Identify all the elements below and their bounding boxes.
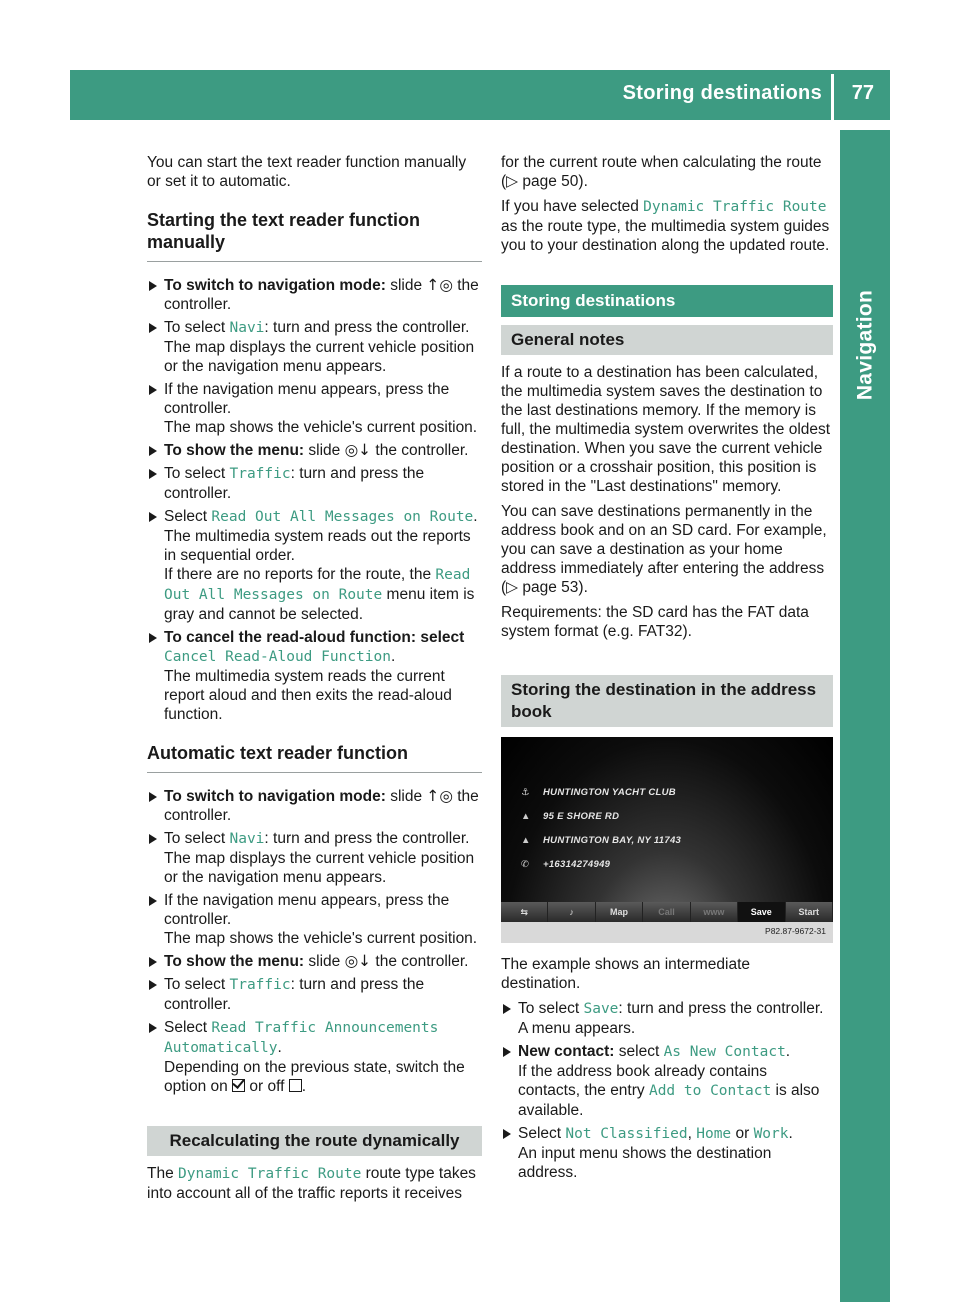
heading-recalc: Recalculating the route dynamically (147, 1126, 482, 1156)
side-tab[interactable] (840, 130, 890, 1302)
step: If the navigation menu appears, press the controller. The map shows the vehicle's current position. (147, 380, 482, 437)
heading-manual: Starting the text reader function manually (147, 209, 482, 262)
screen-row: ⚓ HUNTINGTON YACHT CLUB (521, 783, 676, 802)
checkbox-checked-icon (232, 1079, 245, 1092)
step: To select Traffic: turn and press the controller. (147, 464, 482, 503)
menu-item-code: Save (583, 1001, 619, 1017)
marina-icon: ⚓ (521, 787, 530, 798)
menu-item-code: Navi (229, 831, 265, 847)
header-separator (831, 74, 834, 120)
step: To cancel the read-aloud function: select Cancel Read-Aloud Function. The multimedia system reads the current report aloud and then exits the read-aloud function. (147, 628, 482, 724)
menu-start[interactable]: Start (786, 902, 833, 922)
menu-item-code: Dynamic Traffic Route (643, 199, 827, 215)
subsection-heading: Storing the destination in the address book (501, 675, 833, 727)
step: Select Not Classified, Home or Work. An input menu shows the destination address. (501, 1124, 833, 1182)
menu-item-code: Traffic (229, 466, 291, 482)
step: To select Navi: turn and press the controller. The map displays the current vehicle position or the navigation menu appears. (147, 829, 482, 887)
menu-map[interactable]: Map (596, 902, 643, 922)
page-number: 77 (851, 82, 874, 104)
menu-item-code: Home (696, 1126, 732, 1142)
menu-item-code: As New Contact (663, 1044, 786, 1060)
section-heading: Storing destinations (501, 285, 833, 317)
heading-automatic: Automatic text reader function (147, 742, 482, 773)
multimedia-screenshot (501, 737, 833, 943)
audio-icon[interactable]: ♪ (548, 902, 595, 922)
step: To switch to navigation mode: slide ↑◎ the controller. (147, 276, 482, 314)
controller-up-icon: ↑◎ (426, 276, 453, 294)
step: New contact: select As New Contact. If the address book already contains contacts, the entry Add to Contact is also available. (501, 1042, 833, 1120)
step: To show the menu: slide ◎↓ the controller. (147, 952, 482, 971)
image-reference: P82.87-9672-31 (762, 922, 829, 941)
step: To select Navi: turn and press the controller. The map displays the current vehicle position or the navigation menu appears. (147, 318, 482, 376)
menu-call[interactable]: Call (643, 902, 690, 922)
step: If the navigation menu appears, press the controller. The map shows the vehicle's current position. (147, 891, 482, 948)
back-icon[interactable]: ⇆ (501, 902, 548, 922)
menu-www[interactable]: www (691, 902, 738, 922)
menu-item-code: Work (753, 1126, 789, 1142)
controller-down-icon: ◎↓ (344, 952, 372, 970)
step: To switch to navigation mode: slide ↑◎ the controller. (147, 787, 482, 825)
menu-item-code: Read Out All Messages on Route (164, 567, 471, 603)
paragraph: You can save destinations permanently in the address book and on an SD card. For example, you can save a destination as your home address immediately after entering the address (▷ page 53). (501, 503, 827, 596)
step: Select Read Traffic Announcements Automatically. Depending on the previous state, switch the option on or off . (147, 1018, 482, 1096)
menu-item-code: Cancel Read-Aloud Function (164, 649, 391, 665)
street-icon: ▲ (521, 811, 531, 822)
menu-save[interactable]: Save (738, 902, 785, 922)
step: To select Traffic: turn and press the controller. (147, 975, 482, 1014)
recalc-paragraph: The Dynamic Traffic Route route type takes into account all of the traffic reports it receives (147, 1165, 476, 1202)
menu-item-code: Read Out All Messages on Route (211, 509, 474, 525)
step: To show the menu: slide ◎↓ the controller. (147, 441, 482, 460)
checkbox-empty-icon (289, 1079, 302, 1092)
paragraph: Requirements: the SD card has the FAT data system format (e.g. FAT32). (501, 604, 809, 640)
right-column (501, 153, 833, 1186)
step: Select Read Out All Messages on Route. The multimedia system reads out the reports in sequential order. If there are no reports for the route, the Read Out All Messages on Route menu item is gray and cannot be selected. (147, 507, 482, 624)
menu-item-code: Navi (229, 320, 265, 336)
paragraph: If you have selected Dynamic Traffic Route as the route type, the multimedia system guides you to your destination along the updated route. (501, 198, 830, 254)
continued-paragraph: for the current route when calculating the route (▷ page 50). (501, 154, 822, 190)
controller-down-icon: ◎↓ (344, 441, 372, 459)
screen-row: ▲ HUNTINGTON BAY, NY 11743 (521, 831, 681, 850)
menu-item-code: Traffic (229, 977, 291, 993)
chapter-title: Storing destinations (622, 82, 822, 104)
screen-menubar (501, 902, 833, 922)
city-icon: ▲ (521, 835, 531, 846)
menu-item-code: Dynamic Traffic Route (178, 1166, 362, 1182)
menu-item-code: Not Classified (565, 1126, 688, 1142)
side-tab-label: Navigation (853, 289, 877, 401)
subsection-heading: General notes (501, 325, 833, 355)
header-band (70, 70, 890, 120)
controller-up-icon: ↑◎ (426, 787, 453, 805)
menu-item-code: Add to Contact (648, 1083, 772, 1099)
menu-item-code: Read Traffic Announcements Automatically (164, 1020, 439, 1056)
caption: The example shows an intermediate destination. (501, 956, 750, 992)
intro-paragraph: You can start the text reader function manually or set it to automatic. (147, 154, 467, 190)
phone-icon: ✆ (521, 859, 530, 870)
screen-row: ✆ +16314274949 (521, 855, 610, 874)
screen-row: ▲ 95 E SHORE RD (521, 807, 619, 826)
step: To select Save: turn and press the controller. A menu appears. (501, 999, 833, 1038)
paragraph: If a route to a destination has been calculated, the multimedia system saves the destination to the last destinations memory. If the memory is full, the multimedia system overwrites the oldest destination. When you save the current vehicle position or a crosshair position, this position is stored in the "Last destinations" memory. (501, 364, 831, 495)
left-column (147, 153, 482, 1209)
